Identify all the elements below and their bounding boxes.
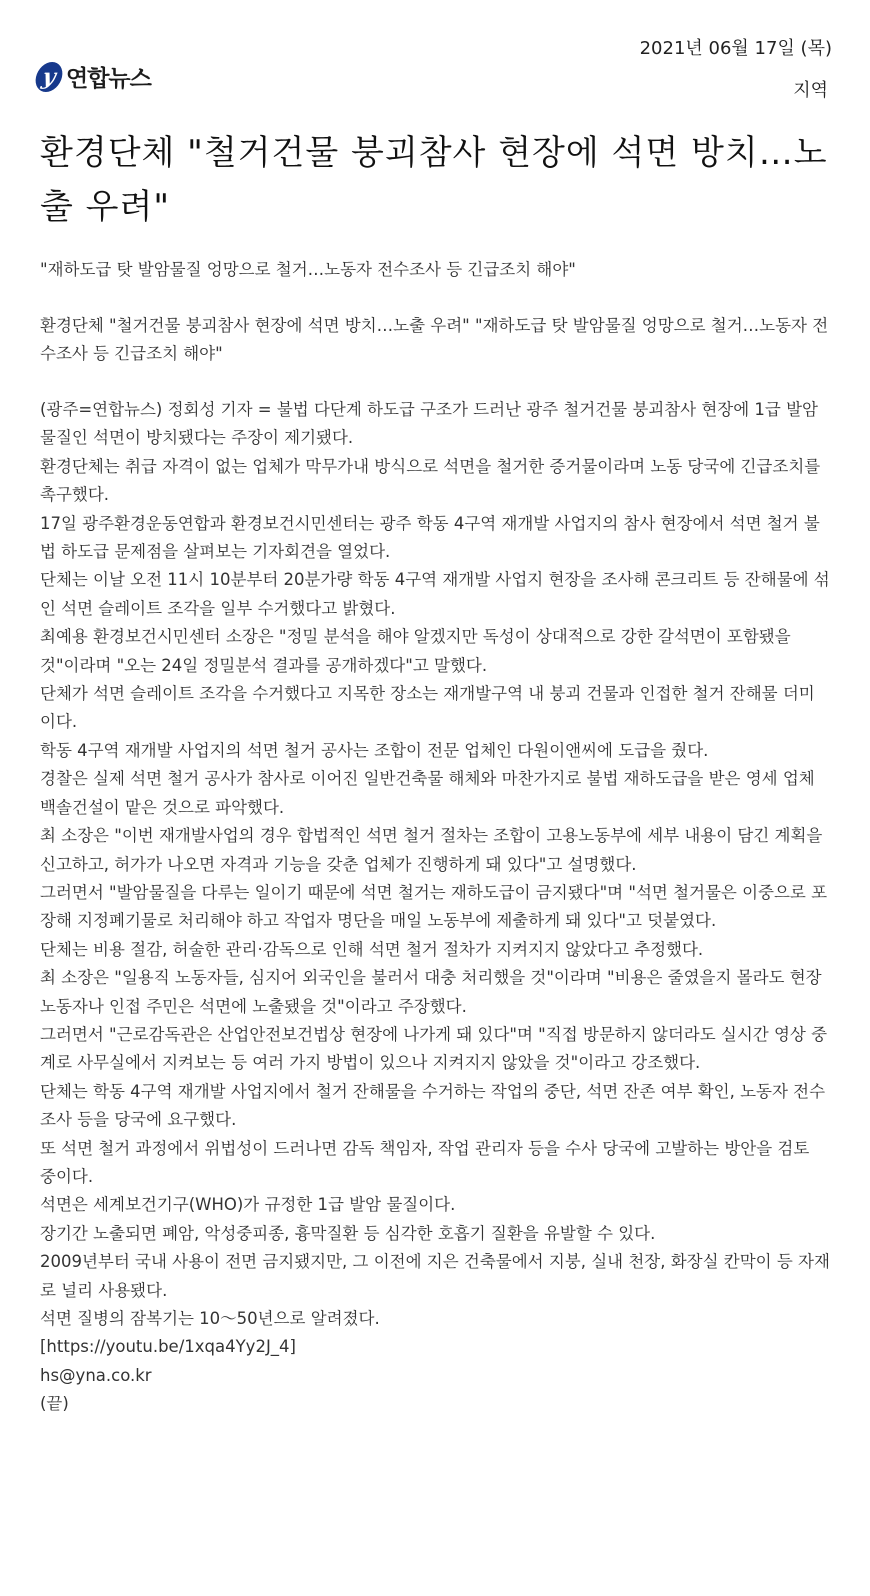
- paragraph: 최 소장은 "일용직 노동자들, 심지어 외국인을 불러서 대충 처리했을 것"이라며 "비용은 줄였을지 몰라도 현장 노동자나 인접 주민은 석면에 노출됐을 것"이라고 주장했다.: [40, 968, 822, 1016]
- video-link[interactable]: [https://youtu.be/1xqa4Yy2J_4]: [40, 1337, 296, 1357]
- yonhap-logo-icon: y: [33, 62, 65, 92]
- paragraph: 2009년부터 국내 사용이 전면 금지됐지만, 그 이전에 지은 건축물에서 지붕, 실내 천장, 화장실 칸막이 등 자재로 널리 사용됐다.: [40, 1252, 830, 1300]
- paragraph: 학동 4구역 재개발 사업지의 석면 철거 공사는 조합이 전문 업체인 다원이앤씨에 도급을 줬다.: [40, 740, 709, 760]
- article-headline: 환경단체 "철거건물 붕괴참사 현장에 석면 방치…노출 우려": [40, 133, 828, 227]
- article-subtitle: "재하도급 탓 발암물질 엉망으로 철거…노동자 전수조사 등 긴급조치 해야": [40, 260, 576, 279]
- article-body: [40, 396, 830, 1419]
- paragraph: 장기간 노출되면 폐암, 악성중피종, 흉막질환 등 심각한 호흡기 질환을 유발할 수 있다.: [40, 1223, 656, 1243]
- paragraph: 최예용 환경보건시민센터 소장은 "정밀 분석을 해야 알겠지만 독성이 상대적으로 강한 갈석면이 포함됐을 것"이라며 "오는 24일 정밀분석 결과를 공개하겠다"고 말했다.: [40, 627, 791, 675]
- paragraph: 최 소장은 "이번 재개발사업의 경우 합법적인 석면 철거 절차는 조합이 고용노동부에 세부 내용이 담긴 계획을 신고하고, 허가가 나오면 자격과 기능을 갖춘 업체가 진행하게 돼 있다"고 설명했다.: [40, 826, 823, 874]
- paragraph: 석면은 세계보건기구(WHO)가 규정한 1급 발암 물질이다.: [40, 1195, 456, 1215]
- article-date: 2021년 06월 17일 (목): [639, 38, 832, 59]
- article-summary: 환경단체 "철거건물 붕괴참사 현장에 석면 방치…노출 우려" "재하도급 탓 발암물질 엉망으로 철거…노동자 전수조사 등 긴급조치 해야": [40, 316, 829, 363]
- paragraph: 환경단체는 취급 자격이 없는 업체가 막무가내 방식으로 석면을 철거한 증거물이라며 노동 당국에 긴급조치를 촉구했다.: [40, 456, 821, 505]
- paragraph: 경찰은 실제 석면 철거 공사가 참사로 이어진 일반건축물 해체와 마찬가지로 불법 재하도급을 받은 영세 업체 백솔건설이 맡은 것으로 파악했다.: [40, 769, 815, 817]
- yonhap-logo: [36, 60, 151, 93]
- reporter-email[interactable]: hs@yna.co.kr: [40, 1365, 152, 1385]
- paragraph: 17일 광주환경운동연합과 환경보건시민센터는 광주 학동 4구역 재개발 사업지의 참사 현장에서 석면 철거 불법 하도급 문제점을 살펴보는 기자회견을 열었다.: [40, 513, 820, 562]
- paragraph: (광주=연합뉴스) 정회성 기자 = 불법 다단계 하도급 구조가 드러난 광주 철거건물 붕괴참사 현장에 1급 발암물질인 석면이 방치됐다는 주장이 제기됐다.: [40, 400, 818, 448]
- paragraph: 단체는 비용 절감, 허술한 관리·감독으로 인해 석면 철거 절차가 지켜지지 않았다고 추정했다.: [40, 939, 704, 959]
- paragraph: 그러면서 "발암물질을 다루는 일이기 때문에 석면 철거는 재하도급이 금지됐다"며 "석면 철거물은 이중으로 포장해 지정폐기물로 처리해야 하고 작업자 명단을 매일 노동부에 제출하게 돼 있다"고 덧붙였다.: [40, 882, 828, 931]
- section-label: 지역: [793, 80, 828, 101]
- paragraph: 그러면서 "근로감독관은 산업안전보건법상 현장에 나가게 돼 있다"며 "직접 방문하지 않더라도 실시간 영상 중계로 사무실에서 지켜보는 등 여러 가지 방법이 있으나 지켜지지 않았을 것"이라고 강조했다.: [40, 1024, 828, 1073]
- paragraph: 단체는 이날 오전 11시 10분부터 20분가량 학동 4구역 재개발 사업지 현장을 조사해 콘크리트 등 잔해물에 섞인 석면 슬레이트 조각을 일부 수거했다고 밝혔다.: [40, 570, 830, 618]
- logo-text: 연합뉴스: [66, 66, 151, 92]
- paragraph: 단체가 석면 슬레이트 조각을 수거했다고 지목한 장소는 재개발구역 내 붕괴 건물과 인접한 철거 잔해물 더미이다.: [40, 684, 815, 732]
- paragraph: 단체는 학동 4구역 재개발 사업지에서 철거 잔해물을 수거하는 작업의 중단, 석면 잔존 여부 확인, 노동자 전수 조사 등을 당국에 요구했다.: [40, 1081, 826, 1130]
- paragraph: 석면 질병의 잠복기는 10～50년으로 알려졌다.: [40, 1309, 380, 1328]
- article-end-mark: (끝): [40, 1394, 69, 1414]
- paragraph: 또 석면 철거 과정에서 위법성이 드러나면 감독 책임자, 작업 관리자 등을 수사 당국에 고발하는 방안을 검토 중이다.: [40, 1138, 810, 1186]
